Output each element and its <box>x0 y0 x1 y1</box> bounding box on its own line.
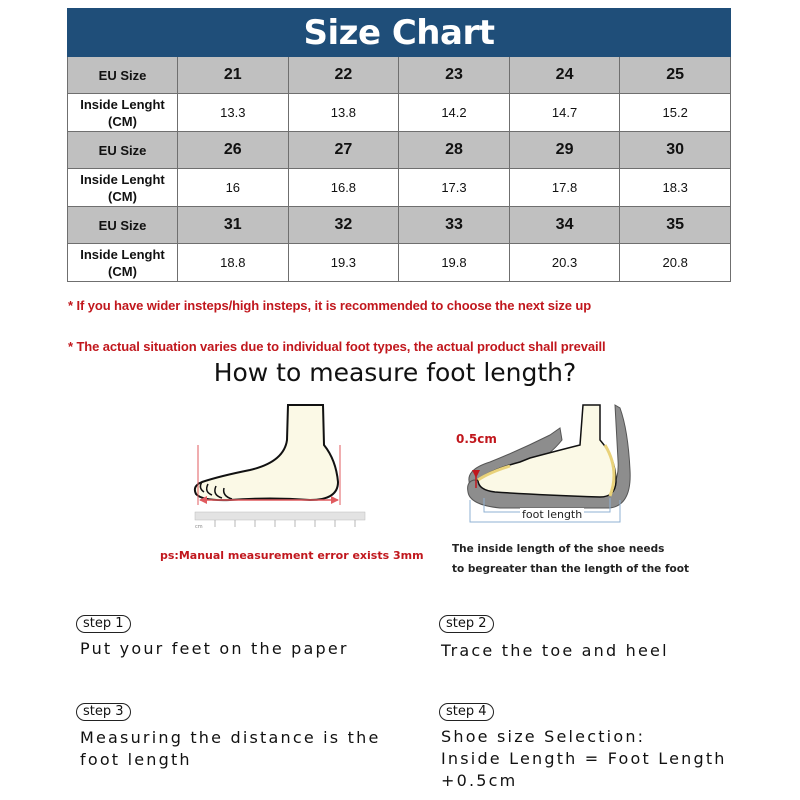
eu-size-cell: 21 <box>178 57 289 94</box>
eu-size-cell: 33 <box>399 207 510 244</box>
step-1-badge: step 1 <box>76 615 131 633</box>
inside-length-cell: 14.2 <box>399 94 510 132</box>
size-chart-table <box>67 8 731 282</box>
step-3-text: Measuring the distance is the foot length <box>80 728 381 769</box>
inside-length-cell: 15.2 <box>620 94 731 132</box>
step-3-badge: step 3 <box>76 703 131 721</box>
inside-length-cell: 14.7 <box>509 94 620 132</box>
inside-length-row <box>68 94 731 132</box>
inside-length-cell: 20.8 <box>620 244 731 282</box>
eu-size-cell: 25 <box>620 57 731 94</box>
eu-size-row <box>68 132 731 169</box>
inside-length-cell: 20.3 <box>509 244 620 282</box>
inside-length-label: Inside Lenght (CM) <box>68 94 178 132</box>
inside-length-cell: 17.3 <box>399 169 510 207</box>
shoe-caption-line-2: to begreater than the length of the foot <box>452 563 689 575</box>
eu-size-cell: 30 <box>620 132 731 169</box>
step-4-text: Shoe size Selection: Inside Length = Foot Length +0.5cm <box>441 727 727 790</box>
inside-length-cell: 13.8 <box>288 94 399 132</box>
eu-size-cell: 26 <box>178 132 289 169</box>
step-1-text: Put your feet on the paper <box>80 639 349 658</box>
shoe-caption-line-1: The inside length of the shoe needs <box>452 543 665 555</box>
actual-product-note: * The actual situation varies due to individual foot types, the actual product shall prevaill <box>68 339 606 354</box>
wide-instep-note: * If you have wider insteps/high insteps, it is recommended to choose the next size up <box>68 298 592 313</box>
inside-length-label: Inside Lenght (CM) <box>68 169 178 207</box>
eu-size-row <box>68 207 731 244</box>
eu-size-row <box>68 57 731 94</box>
eu-size-cell: 34 <box>509 207 620 244</box>
step-4-badge: step 4 <box>439 703 494 721</box>
eu-size-cell: 28 <box>399 132 510 169</box>
inside-length-cell: 19.8 <box>399 244 510 282</box>
eu-size-cell: 29 <box>509 132 620 169</box>
eu-size-cell: 27 <box>288 132 399 169</box>
inside-length-row <box>68 244 731 282</box>
eu-size-label: EU Size <box>68 207 178 244</box>
foot-on-ruler-icon <box>190 400 380 535</box>
step-2-badge: step 2 <box>439 615 494 633</box>
inside-length-row <box>68 169 731 207</box>
eu-size-label: EU Size <box>68 57 178 94</box>
inside-length-cell: 13.3 <box>178 94 289 132</box>
foot-length-label: foot length <box>522 508 583 521</box>
measurement-error-caption: ps:Manual measurement error exists 3mm <box>160 549 424 562</box>
eu-size-cell: 22 <box>288 57 399 94</box>
how-to-measure-title: How to measure foot length? <box>213 358 577 387</box>
inside-length-cell: 18.8 <box>178 244 289 282</box>
step-2-text: Trace the toe and heel <box>441 641 669 660</box>
eu-size-label: EU Size <box>68 132 178 169</box>
size-chart-title: Size Chart <box>68 9 731 57</box>
svg-text:cm: cm <box>195 524 203 530</box>
inside-length-cell: 16 <box>178 169 289 207</box>
eu-size-cell: 35 <box>620 207 731 244</box>
offset-label: 0.5cm <box>456 432 497 446</box>
eu-size-cell: 23 <box>399 57 510 94</box>
inside-length-cell: 17.8 <box>509 169 620 207</box>
eu-size-cell: 24 <box>509 57 620 94</box>
inside-length-cell: 18.3 <box>620 169 731 207</box>
inside-length-label: Inside Lenght (CM) <box>68 244 178 282</box>
eu-size-cell: 32 <box>288 207 399 244</box>
eu-size-cell: 31 <box>178 207 289 244</box>
inside-length-cell: 16.8 <box>288 169 399 207</box>
inside-length-cell: 19.3 <box>288 244 399 282</box>
